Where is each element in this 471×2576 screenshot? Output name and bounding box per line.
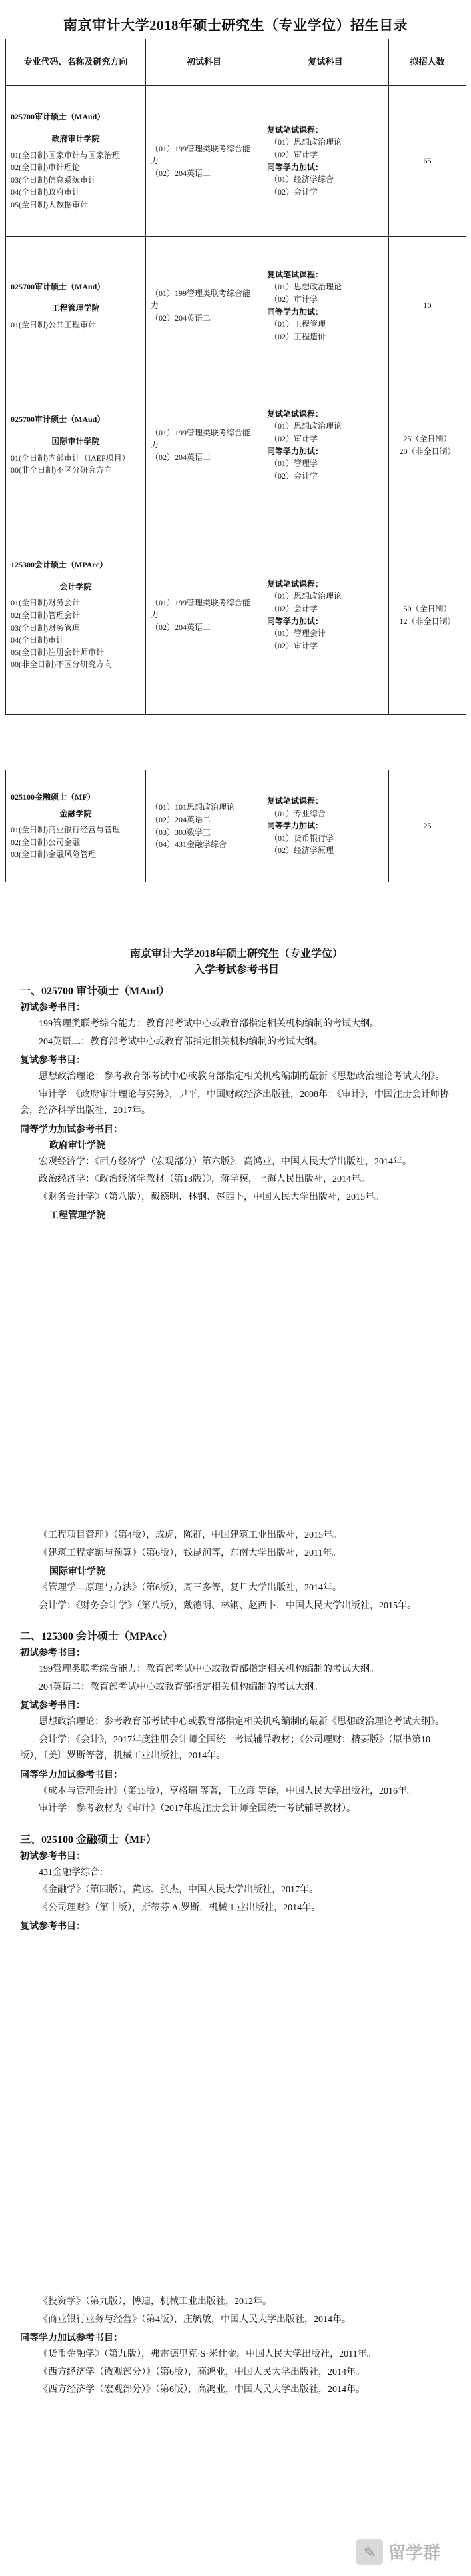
direction: 03(全日制)金融风险管理 xyxy=(11,850,96,860)
direction: 02(全日制)管理会计 xyxy=(11,610,80,620)
exam-subject: （01）199管理类联考综合能力 xyxy=(151,427,251,450)
exam-cell xyxy=(146,86,262,237)
book-entry: 《财务会计学》（第八版），戴德明、林钢、赵西卜，中国人民大学出版社，2015年。 xyxy=(39,1192,384,1202)
book-entry: 思想政治理论：参考教育部考试中心或教育部指定相关机构编制的最新《思想政治理论考试大纲》。 xyxy=(39,1717,444,1727)
school-name: 工程管理学院 xyxy=(51,303,100,313)
program-cell xyxy=(6,237,146,375)
program-name: 125300会计硕士（MPAcc） xyxy=(11,560,108,570)
book-entry: 会计学：《财务会计学》（第八版），戴德明、林钢、赵西卜，中国人民大学出版社，2015年。 xyxy=(39,1600,416,1611)
program-cell xyxy=(6,86,146,237)
direction: 01(全日制)商业银行经营与管理 xyxy=(11,825,120,835)
book-entry: 政治经济学：《政治经济学教材（第13版）》，蒋学模，上海人民出版社，2014年。 xyxy=(39,1174,370,1184)
table-row xyxy=(6,375,466,515)
direction: 00(非全日制)不区分研究方向 xyxy=(11,465,112,475)
school-heading: 工程管理学院 xyxy=(49,1211,105,1221)
booklist-part2 xyxy=(20,1526,453,1935)
book-entry: 《管理学—原理与方法》（第6版），周三多等，复旦大学出版社，2014年。 xyxy=(39,1583,342,1593)
table-row xyxy=(6,86,466,237)
watermark-text: 留学群 xyxy=(388,2543,441,2563)
program-cell xyxy=(6,515,146,715)
direction: 04(全日制)审计 xyxy=(11,635,64,645)
school-heading: 国际审计学院 xyxy=(49,1567,105,1577)
book-entry: 《建筑工程定额与预算》（第6版），钱昆润等，东南大学出版社，2011年。 xyxy=(39,1548,342,1558)
school-name: 政府审计学院 xyxy=(51,134,100,144)
direction: 01(全日制)内部审计（IAEP项目） xyxy=(11,453,130,463)
booklist-title-line1: 南京审计大学2018年硕士研究生（专业学位） xyxy=(129,948,343,960)
extra-subject: （01）管理会计 xyxy=(270,629,326,639)
exam-subject: （02）204英语二 xyxy=(151,452,211,462)
retest-subject: （01）思想政治理论 xyxy=(270,591,342,601)
program-cell xyxy=(6,375,146,515)
program-name: 025700审计硕士（MAud） xyxy=(11,112,105,122)
exam-cell xyxy=(146,375,262,515)
catalog-table-page2 xyxy=(5,770,466,882)
book-entry: 《货币金融学》（第九版），弗雷德里克·S·米什金，中国人民大学出版社，2011年。 xyxy=(39,2349,376,2359)
count-cell: 10 xyxy=(389,237,466,375)
section-heading-mf: 三、025100 金融硕士（MF） xyxy=(20,1834,157,1846)
count-cell: 25（全日制） 20（非全日制） xyxy=(389,375,466,515)
extra-books-heading: 同等学力加试参考书目： xyxy=(20,1124,123,1135)
exam-cell xyxy=(146,237,262,375)
book-entry: 《金融学》（第四版），黄达、张杰，中国人民大学出版社，2017年。 xyxy=(39,1885,318,1895)
exam-subject: （02）204英语二 xyxy=(151,313,211,323)
retest-subject: （01）思想政治理论 xyxy=(270,421,342,431)
retest-heading: 复试笔试课程： xyxy=(267,579,324,589)
booklist-part3 xyxy=(20,2293,453,2400)
direction: 02(全日制)公司金融 xyxy=(11,837,80,847)
book-entry: 审计学：《政府审计理论与实务》，尹平，中国财政经济出版社，2008年；《审计》，中国注册会计师协会，经济科学出版社，2017年。 xyxy=(20,1089,449,1116)
retest-cell xyxy=(262,375,389,515)
retest-heading: 复试笔试课程： xyxy=(267,125,324,135)
header-cell-program: 专业代码、名称及研究方向 xyxy=(6,39,146,86)
exam-subject: （02）204英语二 xyxy=(151,622,211,632)
retest-subject: （02）审计学 xyxy=(270,149,318,159)
book-entry: 《西方经济学（微观部分）》（第6版），高鸿业，中国人民大学出版社，2014年。 xyxy=(39,2367,365,2377)
catalog-table-page1 xyxy=(5,39,466,715)
book-entry: 204英语二：教育部考试中心或教育部指定相关机构编制的考试大纲。 xyxy=(39,1036,323,1047)
extra-subject: （02）工程造价 xyxy=(270,331,326,341)
svg-text:✎: ✎ xyxy=(363,2545,376,2561)
table-row xyxy=(6,237,466,375)
retest-subject: （02）审计学 xyxy=(270,294,318,304)
school-name: 金融学院 xyxy=(59,808,92,818)
exam-subject: （02）204英语二 xyxy=(151,168,211,178)
direction: 05(全日制)大数据审计 xyxy=(11,199,88,209)
exam-subject: （02）204英语二 xyxy=(151,814,211,824)
extra-books-heading: 同等学力加试参考书目： xyxy=(20,1770,123,1780)
site-watermark-logo xyxy=(355,2535,462,2569)
table-row xyxy=(6,515,466,715)
retest-books-heading: 复试参考书目： xyxy=(20,1701,85,1711)
initial-books-heading: 初试参考书目： xyxy=(20,1648,85,1658)
direction: 01(全日制)财务会计 xyxy=(11,598,80,608)
direction: 02(全日制)审计理论 xyxy=(11,163,80,173)
header-cell-retest: 复试科目 xyxy=(262,39,389,86)
book-entry: 《工程项目管理》（第4版），成虎，陈群，中国建筑工业出版社，2015年。 xyxy=(39,1530,342,1540)
section-heading-maud: 一、025700 审计硕士（MAud） xyxy=(20,986,170,997)
extra-heading: 同等学力加试： xyxy=(267,307,324,317)
initial-books-heading: 初试参考书目： xyxy=(20,1003,85,1013)
watermark-graphic xyxy=(355,2535,462,2569)
direction: 01(全日制)公共工程审计 xyxy=(11,319,96,329)
retest-heading: 复试笔试课程： xyxy=(267,409,324,419)
extra-subject: （02）经济学原理 xyxy=(270,846,334,856)
retest-subject: （02）会计学 xyxy=(270,603,318,613)
extra-heading: 同等学力加试： xyxy=(267,821,324,831)
book-entry: 思想政治理论：参考教育部考试中心或教育部指定相关机构编制的最新《思想政治理论考试大纲》。 xyxy=(39,1072,444,1082)
retest-books-heading: 复试参考书目： xyxy=(20,1056,85,1066)
book-entry: 204英语二：教育部考试中心或教育部指定相关机构编制的考试大纲。 xyxy=(39,1682,323,1692)
retest-books-heading: 复试参考书目： xyxy=(20,1922,85,1932)
book-entry: 199管理类联考综合能力：教育部考试中心或教育部指定相关机构编制的考试大纲。 xyxy=(39,1664,379,1674)
direction: 05(全日制)注册会计师审计 xyxy=(11,647,104,657)
book-entry: 宏观经济学：《西方经济学（宏观部分）第六版》，高鸿业，中国人民大学出版社，2014年。 xyxy=(39,1156,412,1167)
book-entry: 《成本与管理会计》（第15版），亨格瑞 等著，王立彦 等译，中国人民大学出版社，2016年。 xyxy=(39,1786,416,1796)
retest-subject: （01）思想政治理论 xyxy=(270,282,342,292)
book-entry: 会计学：《会计》，2017年度注册会计师全国统一考试辅导教材；《公司理财：精要版》（原书第10版），〔美〕罗斯等著，机械工业出版社，2014年。 xyxy=(20,1734,430,1761)
count-cell: 25 xyxy=(389,770,466,882)
booklist-title-line2: 入学考试参考书目 xyxy=(193,964,279,976)
extra-subject: （01）管理学 xyxy=(270,459,318,469)
retest-cell xyxy=(262,770,389,882)
exam-subject: （01）101思想政治理论 xyxy=(151,802,235,812)
exam-subject: （01）199管理类联考综合能力 xyxy=(151,597,251,620)
retest-cell xyxy=(262,237,389,375)
book-entry: 《商业银行业务与经营》（第4版），庄毓敏，中国人民大学出版社，2014年。 xyxy=(39,2314,351,2325)
retest-subject: （01）思想政治理论 xyxy=(270,137,342,147)
school-name: 会计学院 xyxy=(59,581,92,591)
extra-heading: 同等学力加试： xyxy=(267,162,324,172)
exam-cell xyxy=(146,515,262,715)
direction: 00(非全日制)不区分研究方向 xyxy=(11,660,112,670)
header-cell-initial-exam: 初试科目 xyxy=(146,39,262,86)
exam-subject: （01）199管理类联考综合能力 xyxy=(151,288,251,311)
book-entry: 199管理类联考综合能力：教育部考试中心或教育部指定相关机构编制的考试大纲。 xyxy=(39,1019,379,1029)
extra-subject: （02）会计学 xyxy=(270,187,318,197)
book-entry: 审计学：参考教材为《审计》（2017年度注册会计师全国统一考试辅导教材）。 xyxy=(39,1804,356,1814)
extra-heading: 同等学力加试： xyxy=(267,616,324,626)
retest-cell xyxy=(262,86,389,237)
count-cell: 50（全日制） 12（非全日制） xyxy=(389,515,466,715)
retest-subject: （02）审计学 xyxy=(270,433,318,443)
retest-cell xyxy=(262,515,389,715)
exam-subject: （04）431金融学综合 xyxy=(151,840,227,850)
direction: 04(全日制)政府审计 xyxy=(11,187,80,197)
school-heading: 政府审计学院 xyxy=(49,1140,105,1151)
retest-heading: 复试笔试课程： xyxy=(267,269,324,279)
initial-books-heading: 初试参考书目： xyxy=(20,1851,85,1862)
direction: 03(全日制)财务管理 xyxy=(11,623,80,633)
school-name: 国际审计学院 xyxy=(51,436,100,446)
book-entry: 《投资学》（第九版），博迪，机械工业出版社，2012年。 xyxy=(39,2297,272,2307)
catalog-title: 南京审计大学2018年硕士研究生（专业学位）招生目录 xyxy=(63,17,408,33)
book-entry: 《西方经济学（宏观部分）》（第6版），高鸿业，中国人民大学出版社，2014年。 xyxy=(39,2385,365,2395)
table-row xyxy=(6,770,466,882)
retest-heading: 复试笔试课程： xyxy=(267,796,324,806)
program-name: 025700审计硕士（MAud） xyxy=(11,281,105,291)
direction: 03(全日制)信息系统审计 xyxy=(11,175,96,185)
exam-subject: （01）199管理类联考综合能力 xyxy=(151,143,251,166)
program-cell xyxy=(6,770,146,882)
header-cell-count: 拟招人数 xyxy=(389,39,466,86)
extra-subject: （01）工程管理 xyxy=(270,319,326,329)
program-name: 025100金融硕士（MF） xyxy=(11,792,95,802)
program-name: 025700审计硕士（MAud） xyxy=(11,415,105,425)
extra-subject: （02）审计学 xyxy=(270,641,318,650)
table-header-row xyxy=(6,39,466,86)
exam-subject: （03）303数学三 xyxy=(151,827,211,837)
direction: 01(全日制)国家审计与国家治理 xyxy=(11,150,120,160)
extra-subject: （01）经济学综合 xyxy=(270,175,334,185)
retest-subject: （01）专业综合 xyxy=(270,808,326,818)
book-entry: 《公司理财》（第十版），斯蒂芬 A.罗斯，机械工业出版社，2014年。 xyxy=(39,1902,321,1913)
section-heading-mpacc: 二、125300 会计硕士（MPAcc） xyxy=(20,1631,173,1642)
book-entry: 431金融学综合： xyxy=(39,1867,109,1878)
booklist-part1 xyxy=(20,946,453,1224)
extra-subject: （02）会计学 xyxy=(270,471,318,481)
extra-books-heading: 同等学力加试参考书目： xyxy=(20,2333,123,2343)
exam-cell xyxy=(146,770,262,882)
extra-subject: （01）货币银行学 xyxy=(270,833,334,843)
extra-heading: 同等学力加试： xyxy=(267,446,324,456)
count-cell: 65 xyxy=(389,86,466,237)
